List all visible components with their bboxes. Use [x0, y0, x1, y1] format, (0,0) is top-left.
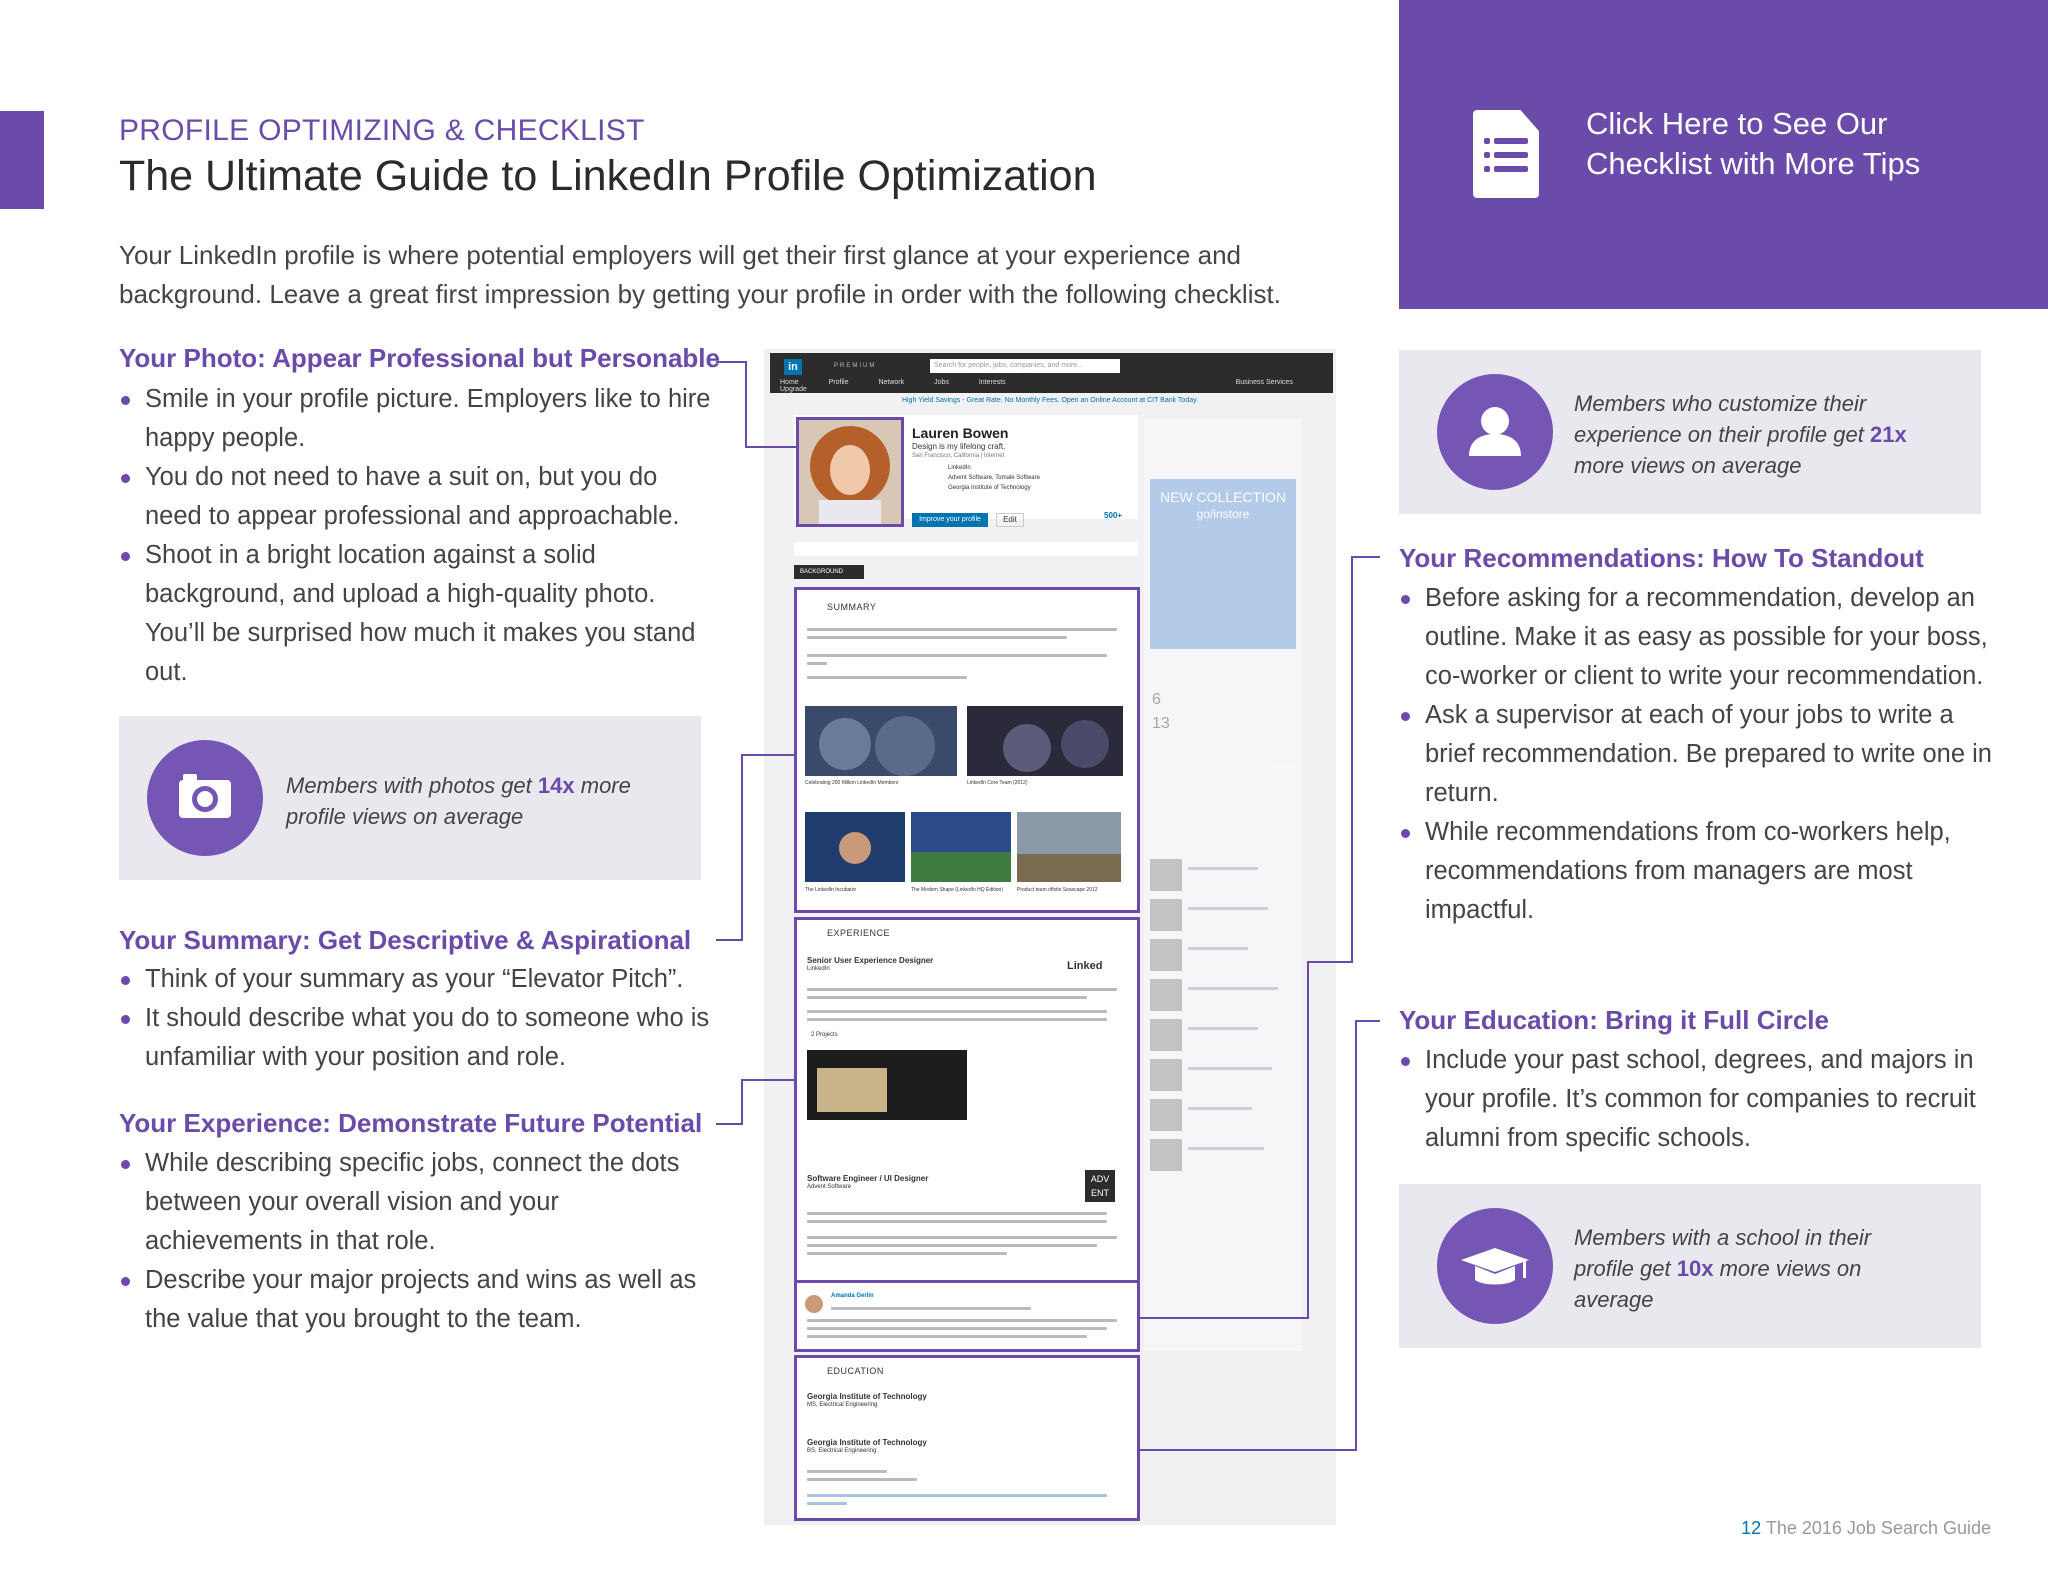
experience-heading: Your Experience: Demonstrate Future Potential	[119, 1108, 703, 1138]
stat-box-school	[1399, 1184, 1981, 1348]
search-input[interactable]: Search for people, jobs, companies, and more...	[930, 359, 1120, 373]
nav-item[interactable]: Jobs	[934, 379, 949, 386]
projects-label: 2 Projects	[811, 1032, 838, 1038]
summary-heading: Your Summary: Get Descriptive & Aspirational	[119, 925, 692, 955]
avatar	[1150, 1099, 1182, 1131]
stat-text: Members who customize their experience on their profile get 21x more views on average	[1574, 391, 1907, 478]
stat-highlight: 14x	[537, 773, 575, 798]
experience-label: EXPERIENCE	[827, 928, 891, 938]
list-item: Include your past school, degrees, and majors in your profile. It’s common for companies to recruit alumni from specific schools.	[1399, 1041, 1989, 1158]
edit-button[interactable]: Edit	[996, 513, 1024, 527]
stat-icon-circle	[1437, 1208, 1553, 1324]
linkedin-company-logo: Linked	[1067, 960, 1103, 972]
avatar	[1150, 1059, 1182, 1091]
intro-paragraph: Your LinkedIn profile is where potential employers will get their first glance at your experience and background. Leave a great first impression by getting your profile in order with the following checklist.	[119, 240, 1281, 309]
cta-text	[1586, 104, 1920, 184]
linkedin-top-bar	[770, 353, 1333, 393]
education-heading: Your Education: Bring it Full Circle	[1399, 1005, 1829, 1035]
list-item: Before asking for a recommendation, develop an outline. Make it as easy as possible for your boss, co-worker or client to write your recommendation.	[1399, 579, 1999, 696]
linkedin-logo-icon: in	[784, 359, 802, 375]
stat-highlight: 10x	[1676, 1256, 1714, 1281]
job-company: Advent Software	[807, 1184, 852, 1190]
job-company: LinkedIn	[807, 966, 830, 972]
graduation-cap-icon	[1437, 1208, 1553, 1324]
person-icon	[1437, 374, 1553, 490]
right-rail	[1144, 419, 1302, 1351]
profile-headline: Design is my lifelong craft.	[912, 442, 1006, 451]
views-stat-2: 13	[1152, 715, 1170, 732]
nav-item[interactable]: Network	[878, 379, 905, 386]
nav-item[interactable]: Home	[780, 379, 799, 386]
linkedin-profile-screenshot	[764, 349, 1336, 1525]
summary-photo	[911, 812, 1011, 882]
list-item: While recommendations from co-workers help, recommendations from managers are most impactful.	[1399, 813, 1999, 930]
stat-text: Members with a school in their profile get 10x more views on average	[1574, 1225, 1872, 1312]
top-ad-line: High Yield Savings - Great Rate. No Monthly Fees. Open an Online Account at CIT Bank Today.	[901, 397, 1199, 404]
profile-previous: Advent Software, Tomale Software	[948, 475, 1040, 481]
photo-caption: The LinkedIn Incubator	[805, 887, 857, 893]
avatar	[1150, 859, 1182, 891]
list-item: While describing specific jobs, connect the dots between your overall vision and your achievements in that role.	[119, 1144, 699, 1261]
summary-photo	[805, 812, 905, 882]
list-item: You do not need to have a suit on, but you do need to appear professional and approachable.	[119, 458, 719, 536]
avatar	[1150, 1139, 1182, 1171]
cta-line-2: Checklist with More Tips	[1586, 146, 1921, 181]
profile-location: San Francisco, California | Internet	[912, 453, 1005, 459]
ad-title: NEW COLLECTION	[1159, 489, 1286, 505]
checklist-document-icon	[1473, 110, 1539, 198]
list-item: Think of your summary as your “Elevator Pitch”.	[119, 960, 719, 999]
summary-label: SUMMARY	[827, 602, 877, 612]
ad-banner	[1150, 479, 1296, 649]
avatar	[1150, 939, 1182, 971]
ad-subtitle: go/instore	[1196, 507, 1250, 521]
nav-item[interactable]: Business Services	[1235, 379, 1293, 386]
photo-heading: Your Photo: Appear Professional but Personable	[119, 343, 720, 373]
profile-photo	[799, 420, 901, 524]
advent-company-logo: ADV ENT	[1085, 1170, 1115, 1202]
left-accent-bar	[0, 111, 44, 209]
nav-item[interactable]: Upgrade	[780, 386, 807, 393]
page-number: 12	[1741, 1518, 1762, 1538]
stat-highlight: 21x	[1869, 422, 1907, 447]
recommender-name: Amanda Gerlin	[831, 1293, 874, 1299]
photo-caption: Celebrating 200 Million LinkedIn Members	[805, 780, 899, 786]
photo-caption: Product team offsite Seascape 2012	[1017, 887, 1098, 893]
page-title: The Ultimate Guide to LinkedIn Profile Optimization	[119, 152, 1097, 200]
section-eyebrow: PROFILE OPTIMIZING & CHECKLIST	[119, 114, 645, 147]
avatar	[1150, 899, 1182, 931]
summary-photo	[805, 706, 957, 776]
cta-line-1: Click Here to See Our	[1586, 106, 1888, 141]
education-bullets	[1399, 1041, 1989, 1158]
views-stat-1: 6	[1152, 691, 1161, 708]
background-label: BACKGROUND	[794, 565, 864, 579]
school-name: Georgia Institute of Technology	[807, 1392, 927, 1401]
list-item: Describe your major projects and wins as well as the value that you brought to the team.	[119, 1261, 699, 1339]
avatar	[1150, 1019, 1182, 1051]
summary-photo	[1017, 812, 1121, 882]
job-title: Software Engineer / UI Designer	[807, 1174, 929, 1183]
avatar	[805, 1295, 823, 1313]
stat-box-photos	[119, 716, 701, 880]
recommendations-bullets	[1399, 579, 1999, 930]
education-highlight	[794, 1355, 1140, 1521]
stat-text: Members with photos get 14x more profile views on average	[286, 773, 631, 829]
page-footer	[1741, 1518, 1991, 1539]
recommendations-heading: Your Recommendations: How To Standout	[1399, 543, 1924, 573]
summary-photo	[967, 706, 1123, 776]
profile-photo-highlight	[796, 417, 904, 527]
stat-icon-circle	[147, 740, 263, 856]
education-label: EDUCATION	[827, 1366, 884, 1376]
list-item: Ask a supervisor at each of your jobs to write a brief recommendation. Be prepared to write one in return.	[1399, 696, 1999, 813]
degree: MS, Electrical Engineering	[807, 1402, 878, 1408]
checklist-cta-link[interactable]	[1399, 0, 2048, 309]
school-name: Georgia Institute of Technology	[807, 1438, 927, 1447]
photo-bullets	[119, 380, 719, 692]
stat-box-experience	[1399, 350, 1981, 514]
experience-bullets	[119, 1144, 699, 1339]
connections-count: 500+	[1104, 511, 1123, 520]
list-item: Smile in your profile picture. Employers like to hire happy people.	[119, 380, 719, 458]
summary-bullets	[119, 960, 719, 1077]
list-item: Shoot in a bright location against a solid background, and upload a high-quality photo. You’ll be surprised how much it makes you stand out.	[119, 536, 719, 692]
footer-title: The 2016 Job Search Guide	[1761, 1518, 1991, 1538]
contact-strip	[794, 542, 1138, 556]
photo-caption: LinkedIn Core Team (2012)	[967, 780, 1028, 786]
profile-name: Lauren Bowen	[912, 425, 1009, 441]
nav-item[interactable]: Profile	[828, 379, 849, 386]
improve-profile-button[interactable]: Improve your profile	[912, 513, 988, 527]
avatar	[1150, 979, 1182, 1011]
job-title: Senior User Experience Designer	[807, 956, 934, 965]
summary-highlight	[794, 587, 1140, 913]
profile-education: Georgia Institute of Technology	[948, 485, 1031, 491]
project-thumbnail	[807, 1050, 967, 1120]
camera-icon	[147, 740, 263, 856]
degree: BS, Electrical Engineering	[807, 1448, 877, 1454]
photo-caption: The Modern Shape (LinkedIn HQ Edition)	[911, 887, 1003, 893]
profile-current: LinkedIn	[948, 465, 971, 471]
linkedin-nav	[780, 379, 1333, 393]
stat-icon-circle	[1437, 374, 1553, 490]
recommendation-highlight	[794, 1280, 1140, 1352]
list-item: It should describe what you do to someone who is unfamiliar with your position and role.	[119, 999, 719, 1077]
premium-label: PREMIUM	[834, 363, 877, 369]
nav-item[interactable]: Interests	[978, 379, 1006, 386]
